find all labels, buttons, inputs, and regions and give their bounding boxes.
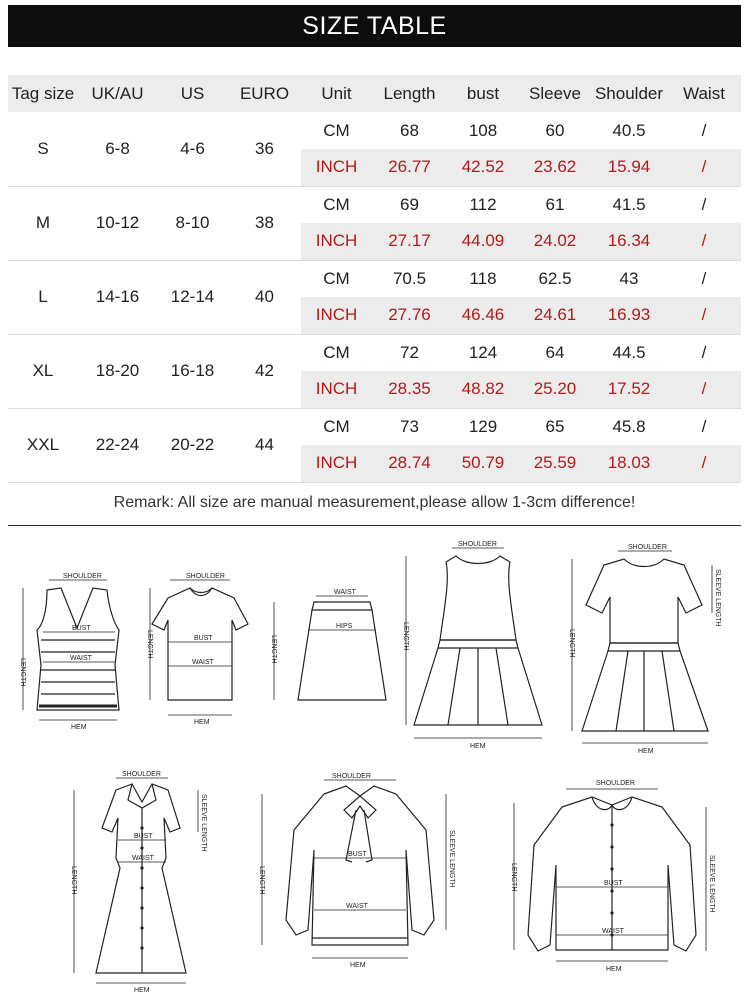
header-euro: EURO xyxy=(228,75,301,112)
length-label: LENGTH xyxy=(146,630,153,659)
length-label: LENGTH xyxy=(270,635,277,664)
bust-label: BUST xyxy=(604,880,623,887)
cell-length: 27.76 xyxy=(372,297,447,334)
waist-label: WAIST xyxy=(192,659,214,666)
garment-diagram-button-shirt xyxy=(500,775,725,985)
cell-tag: XXL xyxy=(8,408,78,482)
bust-label: BUST xyxy=(194,635,213,642)
header-us: US xyxy=(157,75,228,112)
bust-label: BUST xyxy=(134,833,153,840)
cell-us: 20-22 xyxy=(157,408,228,482)
header-uk-au: UK/AU xyxy=(78,75,157,112)
sleeve-length-label: SLEEVE LENGTH xyxy=(200,794,207,852)
table-row-s-cm xyxy=(8,112,741,149)
waist-label: WAIST xyxy=(132,855,154,862)
shoulder-label: SHOULDER xyxy=(63,573,102,580)
cell-waist: / xyxy=(667,112,741,149)
cell-unit: CM xyxy=(301,334,372,371)
cell-bust: 112 xyxy=(447,186,519,223)
cell-sleeve: 64 xyxy=(519,334,591,371)
table-row-m-cm xyxy=(8,186,741,223)
cell-euro: 44 xyxy=(228,408,301,482)
length-label: LENGTH xyxy=(402,622,409,651)
cell-sleeve: 65 xyxy=(519,408,591,445)
cell-waist: / xyxy=(667,186,741,223)
cell-uk: 10-12 xyxy=(78,186,157,260)
cell-us: 8-10 xyxy=(157,186,228,260)
hem-label: HEM xyxy=(638,748,654,755)
cell-tag: M xyxy=(8,186,78,260)
cell-bust: 48.82 xyxy=(447,371,519,408)
cell-us: 4-6 xyxy=(157,112,228,186)
cell-sleeve: 24.61 xyxy=(519,297,591,334)
garment-diagram-tshirt xyxy=(138,570,263,730)
cell-unit: INCH xyxy=(301,223,372,260)
cell-waist: / xyxy=(667,297,741,334)
waist-label: WAIST xyxy=(334,589,356,596)
cell-shoulder: 16.93 xyxy=(591,297,667,334)
cell-uk: 22-24 xyxy=(78,408,157,482)
cell-length: 72 xyxy=(372,334,447,371)
cell-euro: 36 xyxy=(228,112,301,186)
length-label: LENGTH xyxy=(70,866,77,895)
table-row-l-cm xyxy=(8,260,741,297)
hem-label: HEM xyxy=(134,987,150,994)
cell-us: 16-18 xyxy=(157,334,228,408)
sleeve-length-label: SLEEVE LENGTH xyxy=(714,569,721,627)
sleeve-length-label: SLEEVE LENGTH xyxy=(708,855,715,913)
section-divider xyxy=(8,525,741,526)
measurement-remark: Remark: All size are manual measurement,please allow 1-3cm difference! xyxy=(113,494,636,511)
table-row-xl-cm xyxy=(8,334,741,371)
length-label: LENGTH xyxy=(19,658,26,687)
cell-waist: / xyxy=(667,408,741,445)
cell-uk: 18-20 xyxy=(78,334,157,408)
cell-length: 68 xyxy=(372,112,447,149)
hem-label: HEM xyxy=(194,719,210,726)
table-row-xxl-cm xyxy=(8,408,741,445)
cell-bust: 108 xyxy=(447,112,519,149)
cell-length: 69 xyxy=(372,186,447,223)
cell-length: 27.17 xyxy=(372,223,447,260)
cell-euro: 38 xyxy=(228,186,301,260)
cell-length: 28.74 xyxy=(372,445,447,482)
cell-length: 26.77 xyxy=(372,149,447,186)
header-waist: Waist xyxy=(667,75,741,112)
cell-shoulder: 43 xyxy=(591,260,667,297)
length-label: LENGTH xyxy=(258,866,265,895)
sleeve-length-label: SLEEVE LENGTH xyxy=(448,830,455,888)
garment-diagram-short-sleeve-dress xyxy=(566,543,736,758)
cell-bust: 124 xyxy=(447,334,519,371)
garment-diagram-sleeveless-dress xyxy=(400,540,560,755)
cell-unit: INCH xyxy=(301,297,372,334)
bust-label: BUST xyxy=(348,851,367,858)
cell-unit: INCH xyxy=(301,149,372,186)
cell-bust: 50.79 xyxy=(447,445,519,482)
shoulder-label: SHOULDER xyxy=(122,771,161,778)
header-length: Length xyxy=(372,75,447,112)
cell-unit: CM xyxy=(301,260,372,297)
waist-label: WAIST xyxy=(602,928,624,935)
cell-uk: 6-8 xyxy=(78,112,157,186)
shoulder-label: SHOULDER xyxy=(596,780,635,787)
bust-label: BUST xyxy=(72,625,91,632)
cell-sleeve: 23.62 xyxy=(519,149,591,186)
cell-unit: CM xyxy=(301,408,372,445)
cell-unit: INCH xyxy=(301,445,372,482)
cell-euro: 42 xyxy=(228,334,301,408)
cell-waist: / xyxy=(667,223,741,260)
cell-waist: / xyxy=(667,149,741,186)
shoulder-label: SHOULDER xyxy=(186,573,225,580)
header-sleeve: Sleeve xyxy=(519,75,591,112)
cell-shoulder: 18.03 xyxy=(591,445,667,482)
cell-bust: 44.09 xyxy=(447,223,519,260)
header-unit: Unit xyxy=(301,75,372,112)
size-table xyxy=(8,75,741,483)
cell-sleeve: 60 xyxy=(519,112,591,149)
cell-sleeve: 24.02 xyxy=(519,223,591,260)
cell-bust: 42.52 xyxy=(447,149,519,186)
header-tag-size: Tag size xyxy=(8,75,78,112)
cell-waist: / xyxy=(667,334,741,371)
cell-unit: CM xyxy=(301,112,372,149)
garment-diagram-skirt xyxy=(262,590,392,715)
hem-label: HEM xyxy=(606,966,622,973)
cell-tag: S xyxy=(8,112,78,186)
header-shoulder: Shoulder xyxy=(591,75,667,112)
cell-shoulder: 40.5 xyxy=(591,112,667,149)
cell-length: 28.35 xyxy=(372,371,447,408)
garment-diagram-bow-blouse xyxy=(248,770,473,985)
length-label: LENGTH xyxy=(568,629,575,658)
cell-shoulder: 16.34 xyxy=(591,223,667,260)
cell-shoulder: 41.5 xyxy=(591,186,667,223)
shoulder-label: SHOULDER xyxy=(332,773,371,780)
cell-bust: 46.46 xyxy=(447,297,519,334)
cell-bust: 129 xyxy=(447,408,519,445)
waist-label: WAIST xyxy=(70,655,92,662)
hem-label: HEM xyxy=(350,962,366,969)
cell-length: 73 xyxy=(372,408,447,445)
cell-tag: XL xyxy=(8,334,78,408)
cell-waist: / xyxy=(667,371,741,408)
cell-sleeve: 25.20 xyxy=(519,371,591,408)
cell-waist: / xyxy=(667,445,741,482)
cell-sleeve: 25.59 xyxy=(519,445,591,482)
cell-unit: INCH xyxy=(301,371,372,408)
length-label: LENGTH xyxy=(510,863,517,892)
cell-euro: 40 xyxy=(228,260,301,334)
cell-shoulder: 17.52 xyxy=(591,371,667,408)
cell-shoulder: 15.94 xyxy=(591,149,667,186)
cell-waist: / xyxy=(667,260,741,297)
cell-length: 70.5 xyxy=(372,260,447,297)
cell-uk: 14-16 xyxy=(78,260,157,334)
cell-unit: CM xyxy=(301,186,372,223)
hips-label: HIPS xyxy=(336,623,353,630)
hem-label: HEM xyxy=(470,743,486,750)
cell-us: 12-14 xyxy=(157,260,228,334)
size-table-title: SIZE TABLE xyxy=(8,5,741,47)
cell-shoulder: 44.5 xyxy=(591,334,667,371)
cell-sleeve: 61 xyxy=(519,186,591,223)
cell-shoulder: 45.8 xyxy=(591,408,667,445)
shoulder-label: SHOULDER xyxy=(628,544,667,551)
hem-label: HEM xyxy=(71,724,87,731)
header-bust: bust xyxy=(447,75,519,112)
garment-diagram-vneck-top xyxy=(15,570,140,735)
cell-bust: 118 xyxy=(447,260,519,297)
cell-sleeve: 62.5 xyxy=(519,260,591,297)
table-header-row xyxy=(8,75,741,112)
shoulder-label: SHOULDER xyxy=(458,541,497,548)
waist-label: WAIST xyxy=(346,903,368,910)
cell-tag: L xyxy=(8,260,78,334)
garment-diagram-shirt-dress xyxy=(66,768,226,993)
